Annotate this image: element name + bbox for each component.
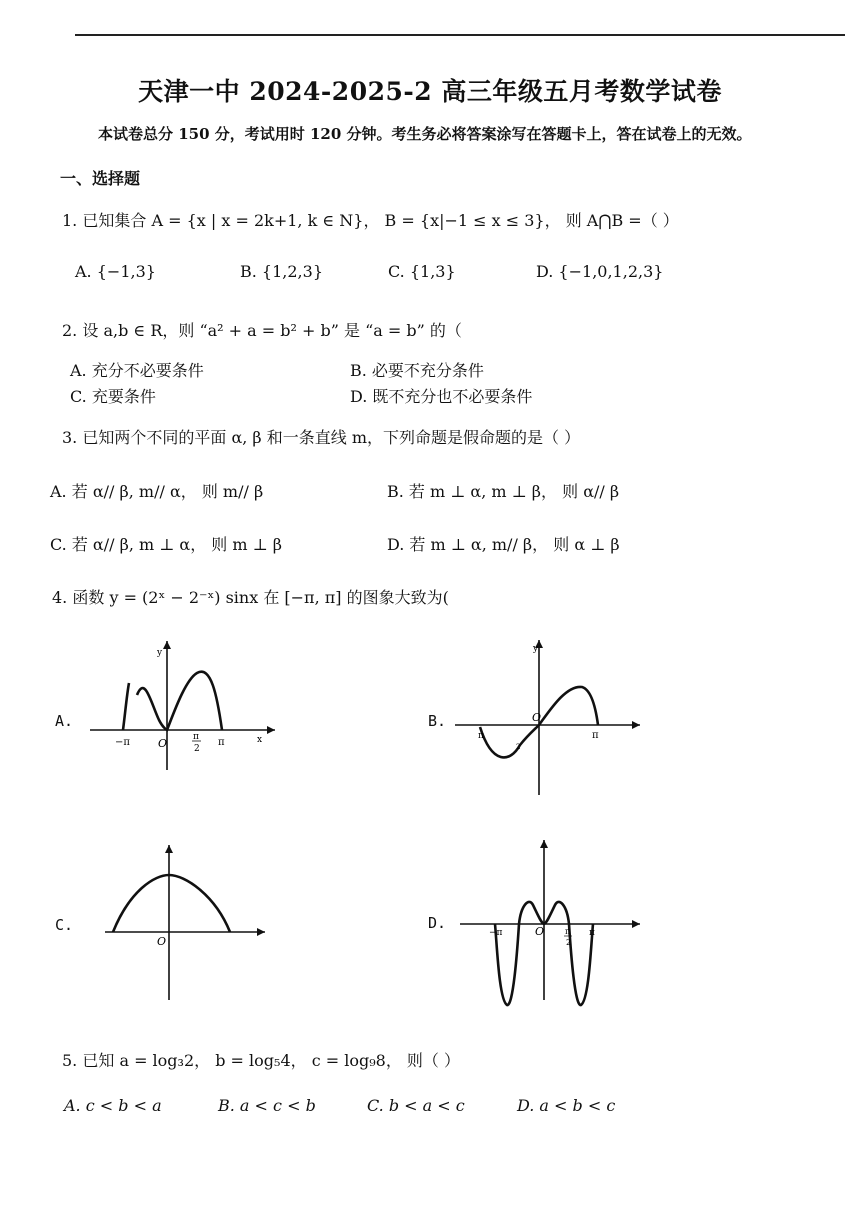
question-1-option-c: C. {1,3} <box>388 262 456 281</box>
graph-d-origin: O <box>535 925 545 938</box>
question-3-option-d: D. 若 m ⊥ α, m// β， 则 α ⊥ β <box>387 535 620 554</box>
question-3-option-a: A. 若 α// β, m// α， 则 m// β <box>50 482 264 501</box>
graph-a-half-pi-den: 2 <box>194 744 200 754</box>
question-2-option-a: A. 充分不必要条件 <box>70 361 204 380</box>
graph-b-pi: π <box>592 730 599 741</box>
graph-b-origin: O <box>532 711 542 724</box>
graph-a-neg-pi: −π <box>115 737 130 748</box>
exam-notice: 本试卷总分 150 分，考试用时 120 分钟。考生务必将答案涂写在答题卡上，答在试卷上的无效。 <box>98 125 752 143</box>
question-4-option-d-label: D. <box>428 914 447 932</box>
graph-a-y-label: y <box>157 648 163 658</box>
top-rule <box>75 34 845 36</box>
question-1-option-a: A. {−1,3} <box>75 262 156 281</box>
question-1-option-b: B. {1,2,3} <box>240 262 323 281</box>
section-heading: 一、选择题 <box>60 169 141 188</box>
question-2-stem: 2. 设 a,b ∈ R，则 “a² + a = b² + b” 是 “a = b” 的（ <box>62 321 462 340</box>
graph-a-x-label: x <box>257 735 263 745</box>
question-5-option-d: D. a < b < c <box>517 1096 616 1115</box>
graph-a <box>85 635 285 775</box>
graph-c-curve <box>113 875 230 932</box>
question-3-option-b: B. 若 m ⊥ α, m ⊥ β， 则 α// β <box>387 482 620 501</box>
graph-d <box>455 835 655 1015</box>
graph-d-half-pi-num: π <box>565 927 571 936</box>
question-4-option-c-label: C. <box>55 916 74 934</box>
graph-c <box>100 840 280 1005</box>
question-3-option-c: C. 若 α// β, m ⊥ α， 则 m ⊥ β <box>50 535 283 554</box>
question-4-option-a-label: A. <box>55 712 74 730</box>
exam-title: 天津一中 2024-2025-2 高三年级五月考数学试卷 <box>138 77 722 106</box>
question-1-stem: 1. 已知集合 A = {x | x = 2k+1, k ∈ N}， B = {x|−1 ≤ x ≤ 3}， 则 A⋂B =（ ） <box>62 211 679 230</box>
question-5-option-a: A. c < b < a <box>64 1096 162 1115</box>
graph-b-y-label: y <box>533 644 539 654</box>
question-4-option-b-label: B. <box>428 712 447 730</box>
question-3-stem: 3. 已知两个不同的平面 α, β 和一条直线 m，下列命题是假命题的是（ ） <box>62 428 581 447</box>
graph-b <box>450 635 650 800</box>
graph-d-neg-pi: −π <box>489 928 503 938</box>
question-1-option-d: D. {−1,0,1,2,3} <box>536 262 664 281</box>
graph-a-curve <box>123 672 222 730</box>
question-5-option-c: C. b < a < c <box>367 1096 465 1115</box>
graph-a-origin: O <box>158 737 168 750</box>
graph-b-neg-pi-mark: π <box>478 731 484 741</box>
graph-b-two: 2 <box>516 743 521 751</box>
graph-c-origin: O <box>157 935 167 948</box>
question-5-option-b: B. a < c < b <box>218 1096 316 1115</box>
question-2-option-b: B. 必要不充分条件 <box>350 361 484 380</box>
graph-a-pi: π <box>218 737 225 748</box>
question-2-option-d: D. 既不充分也不必要条件 <box>350 387 533 406</box>
question-2-option-c: C. 充要条件 <box>70 387 156 406</box>
graph-a-half-pi-num: π <box>193 732 199 742</box>
question-5-stem: 5. 已知 a = log₃2， b = log₅4， c = log₉8， 则（ ） <box>62 1051 461 1070</box>
graph-d-pi: π <box>589 928 595 938</box>
graph-d-half-pi-den: 2 <box>566 938 572 947</box>
question-4-stem: 4. 函数 y = (2ˣ − 2⁻ˣ) sinx 在 [−π, π] 的图象大致为( <box>52 588 449 607</box>
